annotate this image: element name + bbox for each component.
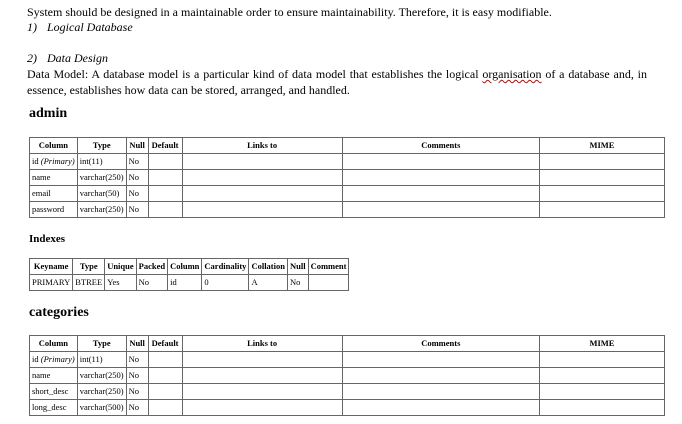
table-cell [539, 154, 664, 170]
column-header: Packed [136, 259, 167, 275]
table-cell [182, 352, 342, 368]
table-cell: Yes [105, 275, 136, 291]
table-row [30, 170, 665, 186]
heading-logical-database [27, 20, 133, 35]
column-header: Keyname [30, 259, 73, 275]
table-cell: short_desc [30, 384, 78, 400]
table-cell [539, 384, 664, 400]
categories-structure-table [29, 335, 665, 416]
column-header: Default [148, 138, 182, 154]
table-cell [308, 275, 349, 291]
table-cell: varchar(250) [77, 202, 126, 218]
table-cell [148, 352, 182, 368]
table-cell [539, 186, 664, 202]
table-cell [148, 384, 182, 400]
table-row [30, 186, 665, 202]
table-cell: varchar(250) [77, 170, 126, 186]
column-header: Links to [182, 336, 342, 352]
table-cell: email [30, 186, 78, 202]
table-cell [182, 368, 342, 384]
table-row [30, 384, 665, 400]
column-header: Default [148, 336, 182, 352]
column-header: Type [77, 336, 126, 352]
heading-text: Data Design [47, 51, 108, 65]
table-cell: No [126, 400, 148, 416]
heading-number: 1) [27, 20, 37, 34]
table-cell: int(11) [77, 154, 126, 170]
table-cell [148, 400, 182, 416]
table-cell [182, 400, 342, 416]
table-row [30, 368, 665, 384]
data-model-paragraph [27, 66, 647, 98]
column-header: MIME [539, 336, 664, 352]
table-cell [148, 368, 182, 384]
table-cell [148, 186, 182, 202]
table-cell: name [30, 368, 78, 384]
table-cell [182, 186, 342, 202]
table-cell [539, 170, 664, 186]
table-cell [342, 202, 539, 218]
table-cell [342, 384, 539, 400]
table-cell: name [30, 170, 78, 186]
table-cell [539, 400, 664, 416]
table-cell: No [126, 170, 148, 186]
paragraph-text: Data Model: A database model is a particular kind of data model that establishes the logical [27, 67, 483, 81]
table-cell [182, 170, 342, 186]
paragraph-text: of a database and, in essence, establishes how data can be stored, arranged, and handled. [27, 67, 647, 97]
table-cell: password [30, 202, 78, 218]
column-header: Cardinality [202, 259, 249, 275]
table-cell: varchar(50) [77, 186, 126, 202]
table-cell [182, 384, 342, 400]
column-header: Type [73, 259, 105, 275]
table-header-row [30, 138, 665, 154]
table-row [30, 275, 349, 291]
table-header-row [30, 259, 349, 275]
indexes-table [29, 258, 349, 291]
indexes-title: Indexes [29, 233, 66, 245]
column-header: Comments [342, 336, 539, 352]
table-cell: PRIMARY [30, 275, 73, 291]
column-header: Null [126, 138, 148, 154]
table-cell: No [136, 275, 167, 291]
column-header: Comments [342, 138, 539, 154]
table-cell: id (Primary) [30, 154, 78, 170]
table-cell: No [126, 352, 148, 368]
table-row [30, 154, 665, 170]
table-cell [342, 352, 539, 368]
table-cell: No [126, 384, 148, 400]
table-cell [342, 400, 539, 416]
table-cell [539, 368, 664, 384]
table-cell: No [287, 275, 308, 291]
column-header: Column [30, 336, 78, 352]
table-cell: No [126, 368, 148, 384]
column-header: Collation [249, 259, 288, 275]
spellcheck-word[interactable]: organisation [482, 67, 542, 81]
column-header: Column [30, 138, 78, 154]
table-cell: int(11) [77, 352, 126, 368]
table-cell: long_desc [30, 400, 78, 416]
column-header: Column [168, 259, 202, 275]
table-cell [342, 368, 539, 384]
table-cell [539, 352, 664, 368]
column-header: Unique [105, 259, 136, 275]
table-cell [539, 202, 664, 218]
table-cell: varchar(250) [77, 368, 126, 384]
table-cell [182, 154, 342, 170]
column-header: Comment [308, 259, 349, 275]
table-cell: varchar(250) [77, 384, 126, 400]
table-cell: A [249, 275, 288, 291]
table-cell: No [126, 154, 148, 170]
heading-data-design [27, 51, 108, 66]
table-cell: id (Primary) [30, 352, 78, 368]
table-cell: BTREE [73, 275, 105, 291]
table-cell [342, 154, 539, 170]
column-header: Null [287, 259, 308, 275]
table-cell [342, 186, 539, 202]
table-row [30, 400, 665, 416]
column-header: Null [126, 336, 148, 352]
table-title-admin: admin [29, 106, 68, 121]
table-row [30, 202, 665, 218]
table-cell [148, 154, 182, 170]
table-cell: No [126, 186, 148, 202]
table-cell [342, 170, 539, 186]
table-cell: 0 [202, 275, 249, 291]
table-cell: varchar(500) [77, 400, 126, 416]
table-title-categories: categories [29, 305, 89, 320]
column-header: MIME [539, 138, 664, 154]
table-cell: No [126, 202, 148, 218]
table-cell [148, 202, 182, 218]
table-header-row [30, 336, 665, 352]
heading-number: 2) [27, 51, 37, 65]
table-cell [148, 170, 182, 186]
table-row [30, 352, 665, 368]
intro-paragraph: System should be designed in a maintainable order to ensure maintainability. Therefore, it is easy modifiable. [27, 5, 552, 19]
admin-structure-table [29, 137, 665, 218]
column-header: Links to [182, 138, 342, 154]
table-cell: id [168, 275, 202, 291]
column-header: Type [77, 138, 126, 154]
table-cell [182, 202, 342, 218]
heading-text: Logical Database [47, 20, 133, 34]
